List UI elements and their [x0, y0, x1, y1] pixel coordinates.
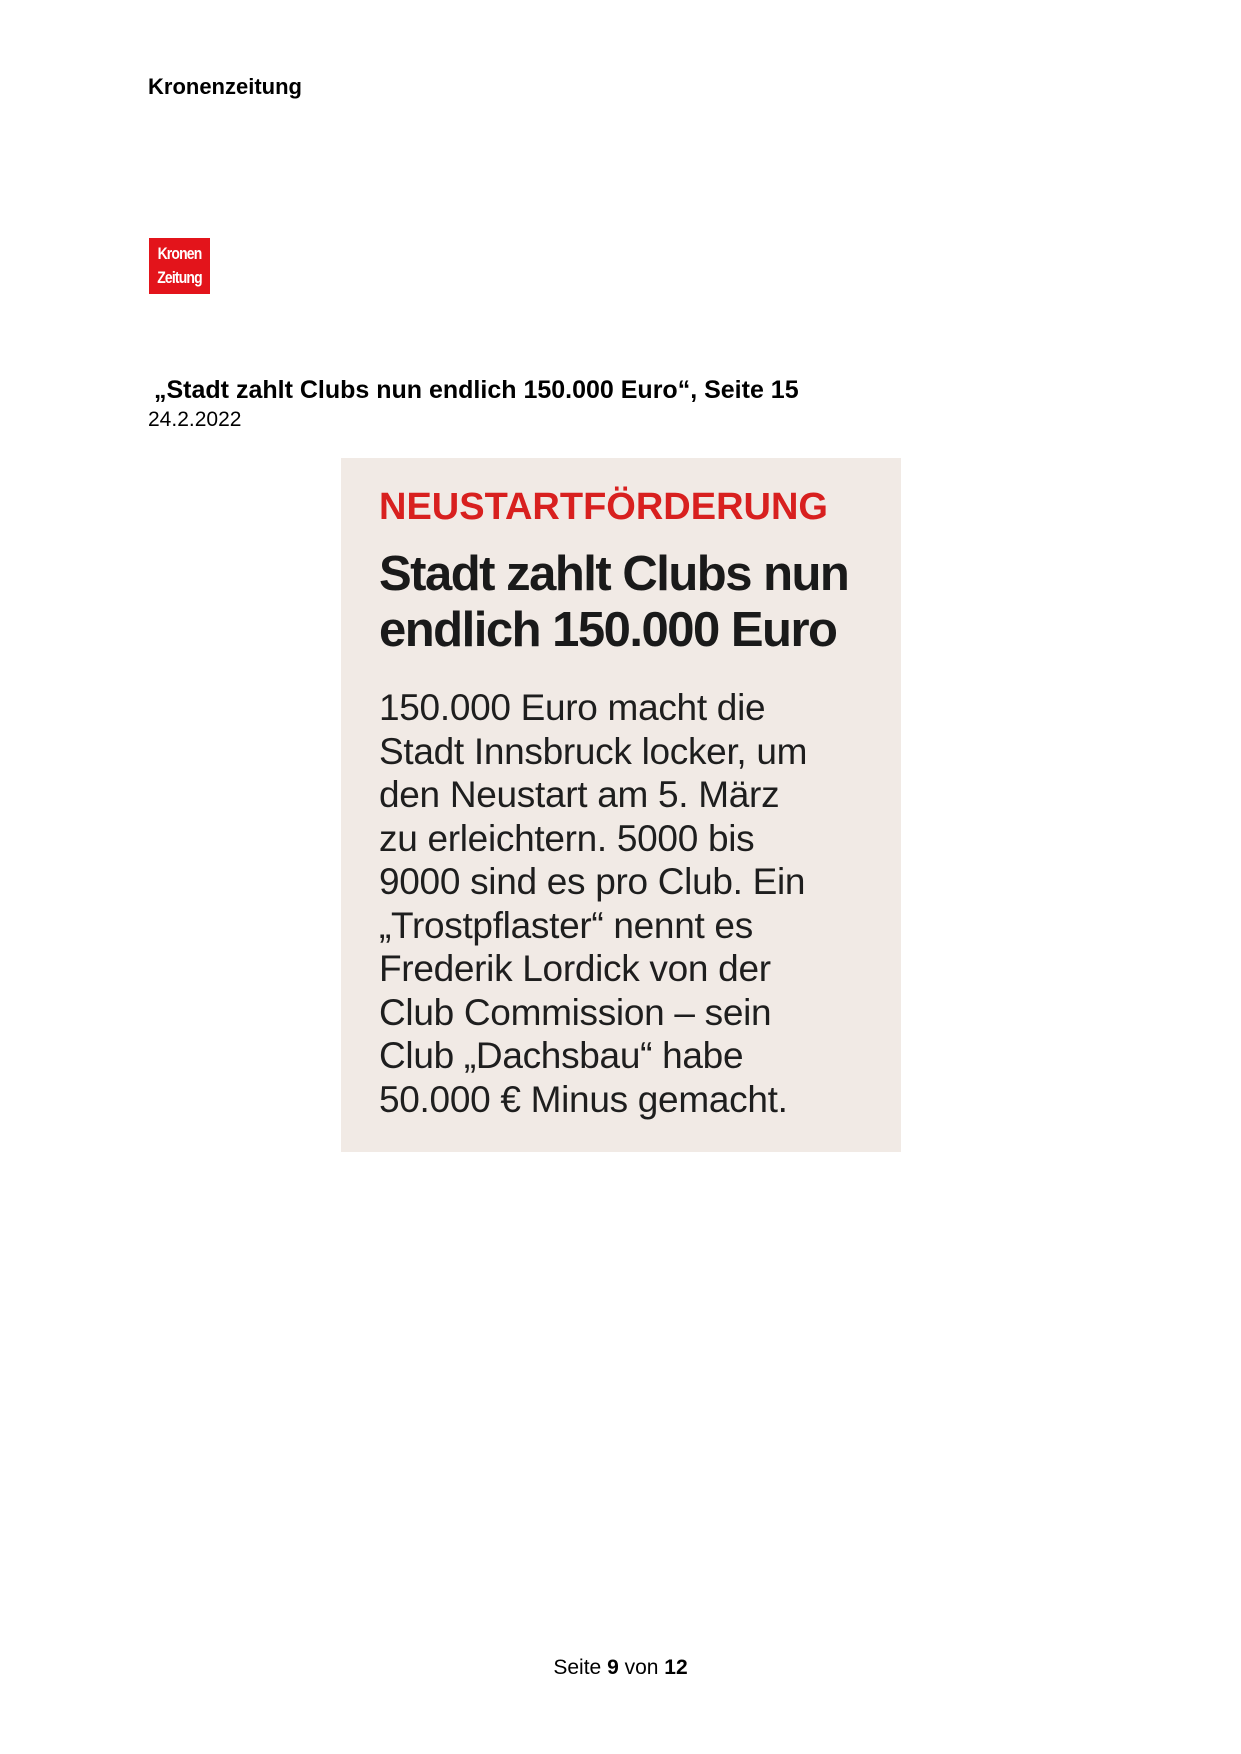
body-line: 9000 sind es pro Club. Ein	[379, 861, 806, 902]
body-line: den Neustart am 5. März	[379, 774, 780, 815]
body-line: zu erleichtern. 5000 bis	[379, 817, 755, 859]
body-line: „Trostpflaster“ nennt es	[379, 904, 753, 946]
kronen-zeitung-logo	[149, 238, 210, 294]
body-line: Frederik Lordick von der	[379, 948, 771, 989]
headline-line: Stadt zahlt Clubs nun	[379, 547, 849, 601]
logo-line-2: Zeitung	[157, 268, 202, 287]
body-line: 50.000 € Minus gemacht.	[379, 1078, 788, 1120]
headline-line: endlich 150.000 Euro	[379, 603, 837, 657]
body-line: Club Commission – sein	[379, 991, 772, 1033]
page-number-footer	[0, 1656, 1241, 1680]
logo-line-1: Kronen	[157, 244, 202, 263]
body-line: Stadt Innsbruck locker, um	[379, 730, 808, 772]
source-title: Kronenzeitung	[148, 74, 302, 99]
body-line: 150.000 Euro macht die	[379, 687, 766, 728]
clipping-kicker: NEUSTARTFÖRDERUNG	[379, 486, 828, 528]
footer-separator: von	[624, 1656, 659, 1679]
article-reference: „Stadt zahlt Clubs nun endlich 150.000 Euro“, Seite 15	[154, 376, 799, 404]
newspaper-clipping	[341, 458, 901, 1152]
footer-current-page: 9	[607, 1656, 619, 1679]
article-date: 24.2.2022	[148, 408, 242, 431]
body-line: Club „Dachsbau“ habe	[379, 1035, 744, 1076]
footer-total-pages: 12	[664, 1656, 688, 1679]
footer-prefix: Seite	[553, 1656, 602, 1679]
clipping-body	[379, 686, 879, 1121]
clipping-headline	[379, 546, 889, 658]
